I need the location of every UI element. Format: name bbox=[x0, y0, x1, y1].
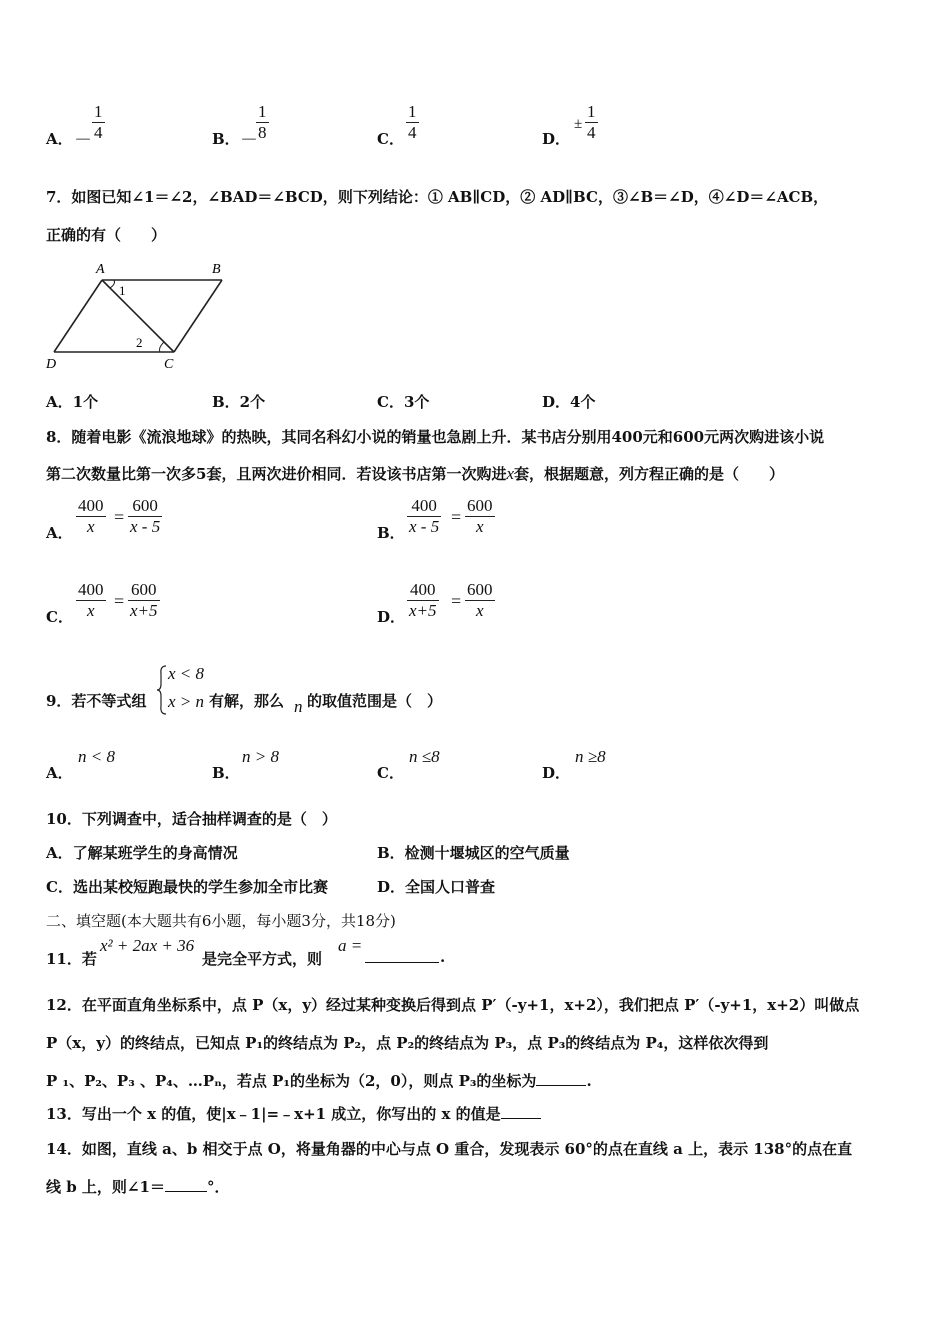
section-2-heading: 二、填空题(本大题共有6小题，每小题3分，共18分) bbox=[46, 912, 396, 930]
label-a: A bbox=[96, 262, 105, 277]
q11-middle: 是完全平方式，则 bbox=[202, 950, 323, 968]
q7-line2: 正确的有（ ） bbox=[46, 226, 167, 244]
q10-option-d: D．全国人口普查 bbox=[377, 878, 496, 896]
q6-option-a-label: A． bbox=[46, 130, 73, 148]
q7-option-c: C．3个 bbox=[377, 393, 430, 411]
q9-option-b-expr: n > 8 bbox=[242, 747, 279, 766]
q8-option-c-left-fraction: $\frac{400}{x}$ bbox=[78, 580, 104, 620]
q9-prefix: 9．若不等式组 bbox=[46, 692, 147, 710]
q10-option-b: B．检测十堰城区的空气质量 bbox=[377, 844, 570, 862]
q6-option-b-fraction: $\frac{1}{8}$ bbox=[258, 102, 267, 142]
q8-option-d-right-fraction: $\frac{600}{x}$ bbox=[467, 580, 493, 620]
q6-option-a-fraction: $\frac{1}{4}$ bbox=[94, 102, 103, 142]
q6-option-d-label: D． bbox=[542, 130, 571, 148]
q9-option-d-label: D． bbox=[542, 764, 571, 782]
q9-suffix: 的取值范围是（ ） bbox=[307, 692, 443, 710]
label-angle2: 2 bbox=[136, 335, 143, 350]
q11-suffix: . bbox=[440, 948, 446, 966]
q6-option-b-sign: － bbox=[240, 130, 258, 150]
q11-variable-a: a = bbox=[338, 936, 363, 955]
q7-option-a: A．1个 bbox=[46, 393, 99, 411]
q12-line1: 12．在平面直角坐标系中，点 P（x，y）经过某种变换后得到点 P′（-y+1，x+2），我们把点 P′（-y+1，x+2）叫做点 bbox=[46, 996, 860, 1014]
segment-bc bbox=[174, 280, 222, 352]
angle2-arc bbox=[160, 342, 165, 352]
q8-option-b-left-fraction: $\frac{400}{x - 5}$ bbox=[409, 496, 440, 536]
q8-option-c-right-fraction: $\frac{600}{x+5}$ bbox=[130, 580, 158, 620]
q9-option-c-label: C． bbox=[377, 764, 404, 782]
q13-line: 13．写出一个 x 的值，使|x﹣1|=﹣x+1 成立，你写出的 x 的值是 bbox=[46, 1103, 541, 1124]
q8-option-d-left-fraction: $\frac{400}{x+5}$ bbox=[409, 580, 437, 620]
q12-line3: P ₁、P₂、P₃ 、P₄、…Pₙ，若点 P₁的坐标为（2，0），则点 P₃的坐标为 . bbox=[46, 1072, 592, 1090]
q8-line2: 第二次数量比第一次多5套，且两次进价相同．若设该书店第一次购进x套，根据题意，列方程正确的是（ ） bbox=[46, 464, 785, 483]
q8-option-b-label: B． bbox=[377, 524, 405, 542]
q8-option-a-right-fraction: $\frac{600}{x - 5}$ bbox=[130, 496, 161, 536]
q8-option-a-left-fraction: $\frac{400}{x}$ bbox=[78, 496, 104, 536]
q9-inequality-1: x < 8 bbox=[168, 664, 205, 683]
q6-option-d-sign: ± bbox=[574, 116, 583, 132]
q6-option-b-label: B． bbox=[212, 130, 240, 148]
q10-option-c: C．选出某校短跑最快的学生参加全市比赛 bbox=[46, 878, 328, 896]
q7-parallelogram-figure bbox=[44, 258, 234, 374]
q6-option-c-label: C． bbox=[377, 130, 404, 148]
q13-answer-blank[interactable] bbox=[501, 1104, 541, 1119]
q8-option-c-equals: = bbox=[114, 591, 125, 611]
q9-inequality-2: x > n bbox=[168, 692, 205, 711]
q7-line1: 7．如图已知∠1＝∠2，∠BAD＝∠BCD，则下列结论：① AB∥CD，② AD∥BC，③∠B＝∠D，④∠D＝∠ACB， bbox=[46, 188, 829, 206]
q6-option-c-fraction: $\frac{1}{4}$ bbox=[408, 102, 417, 142]
q11-answer-blank[interactable] bbox=[365, 962, 439, 963]
q14-answer-blank[interactable] bbox=[165, 1177, 207, 1192]
label-angle1: 1 bbox=[119, 283, 126, 298]
q9-option-a-expr: n < 8 bbox=[78, 747, 115, 766]
q14-line1: 14．如图，直线 a、b 相交于点 O，将量角器的中心与点 O 重合，发现表示 60°的点在直线 a 上，表示 138°的点在直 bbox=[46, 1140, 853, 1158]
q8-option-d-equals: = bbox=[451, 591, 462, 611]
q9-brace bbox=[156, 664, 168, 716]
q7-option-d: D．4个 bbox=[542, 393, 596, 411]
q10-stem: 10．下列调查中，适合抽样调查的是（ ） bbox=[46, 810, 337, 828]
q7-option-b: B．2个 bbox=[212, 393, 266, 411]
q9-option-a-label: A． bbox=[46, 764, 73, 782]
q9-option-c-expr: n ≤8 bbox=[409, 747, 440, 766]
q8-variable-x: x bbox=[506, 464, 514, 483]
q8-option-b-right-fraction: $\frac{600}{x}$ bbox=[467, 496, 493, 536]
q11-expression: x² + 2ax + 36 bbox=[100, 936, 195, 955]
q9-middle: 有解，那么 bbox=[209, 692, 285, 710]
q10-option-a: A．了解某班学生的身高情况 bbox=[46, 844, 238, 862]
q6-option-d-fraction: $\frac{1}{4}$ bbox=[587, 102, 596, 142]
q9-option-d-expr: n ≥8 bbox=[575, 747, 606, 766]
angle1-arc bbox=[110, 280, 115, 288]
label-c: C bbox=[164, 357, 174, 372]
q8-option-b-equals: = bbox=[451, 507, 462, 527]
q9-option-b-label: B． bbox=[212, 764, 240, 782]
q8-option-c-label: C． bbox=[46, 608, 73, 626]
q12-answer-blank[interactable] bbox=[536, 1071, 586, 1086]
q6-option-a-sign: － bbox=[74, 130, 92, 150]
q8-line1: 8．随着电影《流浪地球》的热映，其同名科幻小说的销量也急剧上升．某书店分别用400元和600元两次购进该小说 bbox=[46, 428, 825, 446]
label-b: B bbox=[212, 262, 221, 277]
q8-option-a-equals: = bbox=[114, 507, 125, 527]
q12-line2: P（x，y）的终结点，已知点 P₁的终结点为 P₂，点 P₂的终结点为 P₃，点 P₃的终结点为 P₄，这样依次得到 bbox=[46, 1034, 769, 1052]
q11-prefix: 11．若 bbox=[46, 950, 97, 968]
q14-line2: 线 b 上，则∠1＝ °． bbox=[46, 1178, 230, 1196]
label-d: D bbox=[46, 357, 57, 372]
q9-variable-n: n bbox=[294, 697, 303, 716]
q8-option-a-label: A． bbox=[46, 524, 73, 542]
q8-option-d-label: D． bbox=[377, 608, 406, 626]
segment-ad bbox=[54, 280, 102, 352]
